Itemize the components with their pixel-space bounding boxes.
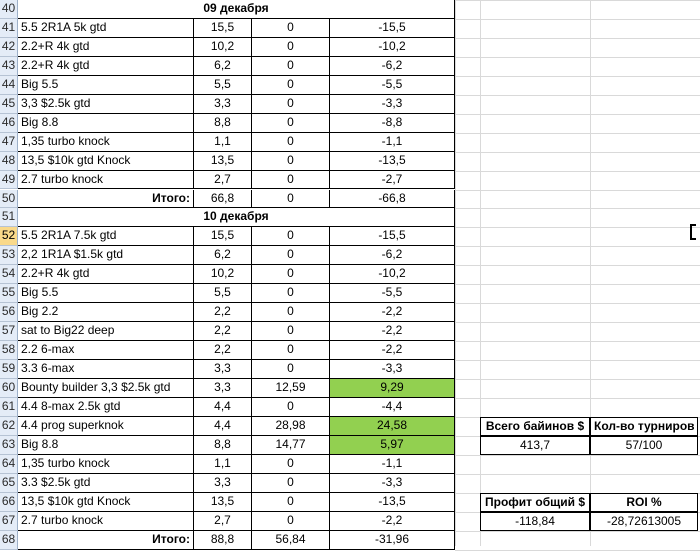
row-number[interactable]: 65 bbox=[0, 474, 18, 493]
tournament-name[interactable]: 2.7 turbo knock bbox=[18, 171, 194, 190]
buyin-cell[interactable]: 6,2 bbox=[194, 57, 252, 76]
tournament-name[interactable]: 2.2+R 4k gtd bbox=[18, 57, 194, 76]
row-number[interactable]: 45 bbox=[0, 95, 18, 114]
tournament-name[interactable]: Big 5.5 bbox=[18, 76, 194, 95]
profit-cell[interactable]: -2,2 bbox=[330, 322, 455, 341]
profit-cell[interactable]: -10,2 bbox=[330, 38, 455, 57]
tournament-name[interactable]: 4.4 8-max 2.5k gtd bbox=[18, 398, 194, 417]
winnings-cell[interactable]: 14,77 bbox=[252, 436, 330, 455]
roi-value[interactable]: -28,72613005 bbox=[590, 512, 698, 531]
buyin-cell[interactable]: 88,8 bbox=[194, 531, 252, 550]
row-number[interactable]: 57 bbox=[0, 322, 18, 341]
row-number[interactable]: 54 bbox=[0, 265, 18, 284]
winnings-cell[interactable]: 0 bbox=[252, 227, 330, 246]
profit-cell[interactable]: -2,7 bbox=[330, 171, 455, 190]
tournament-name[interactable]: 4.4 prog superknok bbox=[18, 417, 194, 436]
row-number[interactable]: 41 bbox=[0, 19, 18, 38]
profit-cell[interactable]: -13,5 bbox=[330, 493, 455, 512]
row-number[interactable]: 60 bbox=[0, 379, 18, 398]
winnings-cell[interactable]: 0 bbox=[252, 246, 330, 265]
roi-header: ROI % bbox=[590, 493, 698, 512]
row-number[interactable]: 62 bbox=[0, 417, 18, 436]
buyin-cell[interactable]: 2,2 bbox=[194, 341, 252, 360]
tournament-name[interactable]: 3.3 6-max bbox=[18, 360, 194, 379]
tournament-name[interactable]: 5.5 2R1A 7.5k gtd bbox=[18, 227, 194, 246]
winnings-cell[interactable]: 0 bbox=[252, 76, 330, 95]
winnings-cell[interactable]: 0 bbox=[252, 133, 330, 152]
row-number[interactable]: 48 bbox=[0, 152, 18, 171]
buyin-cell[interactable]: 8,8 bbox=[194, 436, 252, 455]
profit-cell[interactable]: -5,5 bbox=[330, 284, 455, 303]
winnings-cell[interactable]: 0 bbox=[252, 398, 330, 417]
row-number[interactable]: 42 bbox=[0, 38, 18, 57]
profit-cell[interactable]: -2,2 bbox=[330, 303, 455, 322]
tournament-name[interactable]: 2.2+R 4k gtd bbox=[18, 265, 194, 284]
total-label[interactable]: Итого: bbox=[18, 190, 194, 209]
buyin-cell[interactable]: 5,5 bbox=[194, 284, 252, 303]
row-number[interactable]: 44 bbox=[0, 76, 18, 95]
row-number[interactable]: 47 bbox=[0, 133, 18, 152]
buyin-cell[interactable]: 2,2 bbox=[194, 322, 252, 341]
total-profit-header: Профит общий $ bbox=[480, 493, 590, 512]
tournament-count-value[interactable]: 57/100 bbox=[590, 436, 698, 455]
tournament-name[interactable]: 1,35 turbo knock bbox=[18, 133, 194, 152]
buyin-cell[interactable]: 3,3 bbox=[194, 95, 252, 114]
row-number[interactable]: 40 bbox=[0, 0, 18, 19]
profit-cell[interactable]: -4,4 bbox=[330, 398, 455, 417]
buyin-cell[interactable]: 13,5 bbox=[194, 152, 252, 171]
winnings-cell[interactable]: 0 bbox=[252, 152, 330, 171]
row-number[interactable]: 51 bbox=[0, 208, 18, 227]
row-number[interactable]: 56 bbox=[0, 303, 18, 322]
winnings-cell[interactable]: 0 bbox=[252, 284, 330, 303]
tournament-name[interactable]: 13,5 $10k gtd Knock bbox=[18, 493, 194, 512]
tournament-count-header: Кол-во турниров bbox=[590, 417, 698, 436]
profit-cell[interactable]: -15,5 bbox=[330, 19, 455, 38]
profit-cell[interactable]: -3,3 bbox=[330, 95, 455, 114]
profit-cell[interactable]: -13,5 bbox=[330, 152, 455, 171]
profit-cell[interactable]: 5,97 bbox=[330, 436, 455, 455]
buyin-cell[interactable]: 10,2 bbox=[194, 38, 252, 57]
winnings-cell[interactable]: 0 bbox=[252, 19, 330, 38]
tournament-name[interactable]: 3,3 $2.5k gtd bbox=[18, 95, 194, 114]
profit-cell[interactable]: -5,5 bbox=[330, 76, 455, 95]
profit-cell[interactable]: -15,5 bbox=[330, 227, 455, 246]
row-number[interactable]: 66 bbox=[0, 493, 18, 512]
winnings-cell[interactable]: 0 bbox=[252, 265, 330, 284]
buyin-cell[interactable]: 5,5 bbox=[194, 76, 252, 95]
total-label[interactable]: Итого: bbox=[18, 531, 194, 550]
buyin-cell[interactable]: 6,2 bbox=[194, 246, 252, 265]
profit-cell[interactable]: -8,8 bbox=[330, 114, 455, 133]
profit-cell[interactable]: -2,2 bbox=[330, 512, 455, 531]
profit-cell[interactable]: -6,2 bbox=[330, 57, 455, 76]
row-number[interactable]: 67 bbox=[0, 512, 18, 531]
total-profit-value[interactable]: -118,84 bbox=[480, 512, 590, 531]
tournament-name[interactable]: 3.3 $2.5k gtd bbox=[18, 474, 194, 493]
winnings-cell[interactable]: 12,59 bbox=[252, 379, 330, 398]
row-number[interactable]: 50 bbox=[0, 190, 18, 209]
profit-cell[interactable]: -1,1 bbox=[330, 133, 455, 152]
buyin-cell[interactable]: 2,7 bbox=[194, 171, 252, 190]
winnings-cell[interactable]: 0 bbox=[252, 474, 330, 493]
row-number[interactable]: 63 bbox=[0, 436, 18, 455]
tournament-name[interactable]: Big 8.8 bbox=[18, 114, 194, 133]
row-number[interactable]: 68 bbox=[0, 531, 18, 550]
buyin-cell[interactable]: 1,1 bbox=[194, 455, 252, 474]
row-number[interactable]: 43 bbox=[0, 57, 18, 76]
winnings-cell[interactable]: 0 bbox=[252, 57, 330, 76]
row-number[interactable]: 55 bbox=[0, 284, 18, 303]
winnings-cell[interactable]: 0 bbox=[252, 455, 330, 474]
tournament-name[interactable]: 2.7 turbo knock bbox=[18, 512, 194, 531]
total-buyins-value[interactable]: 413,7 bbox=[480, 436, 590, 455]
buyin-cell[interactable]: 3,3 bbox=[194, 360, 252, 379]
profit-cell[interactable]: -10,2 bbox=[330, 265, 455, 284]
profit-cell[interactable]: 9,29 bbox=[330, 379, 455, 398]
buyin-cell[interactable]: 10,2 bbox=[194, 265, 252, 284]
buyin-cell[interactable]: 66,8 bbox=[194, 190, 252, 209]
winnings-cell[interactable]: 0 bbox=[252, 38, 330, 57]
tournament-name[interactable]: sat to Big22 deep bbox=[18, 322, 194, 341]
tournament-name[interactable]: 13,5 $10k gtd Knock bbox=[18, 152, 194, 171]
tournament-name[interactable]: Big 2.2 bbox=[18, 303, 194, 322]
buyin-cell[interactable]: 15,5 bbox=[194, 19, 252, 38]
tournament-name[interactable]: Big 5.5 bbox=[18, 284, 194, 303]
row-number[interactable]: 59 bbox=[0, 360, 18, 379]
buyin-cell[interactable]: 4,4 bbox=[194, 417, 252, 436]
text-cursor-icon bbox=[690, 224, 696, 240]
winnings-cell[interactable]: 0 bbox=[252, 493, 330, 512]
tournament-name[interactable]: 2.2 6-max bbox=[18, 341, 194, 360]
winnings-cell[interactable]: 0 bbox=[252, 190, 330, 209]
winnings-cell[interactable]: 56,84 bbox=[252, 531, 330, 550]
winnings-cell[interactable]: 0 bbox=[252, 341, 330, 360]
buyin-cell[interactable]: 2,2 bbox=[194, 303, 252, 322]
total-buyins-header: Всего байинов $ bbox=[480, 417, 590, 436]
winnings-cell[interactable]: 0 bbox=[252, 114, 330, 133]
buyin-cell[interactable]: 4,4 bbox=[194, 398, 252, 417]
row-number[interactable]: 46 bbox=[0, 114, 18, 133]
winnings-cell[interactable]: 0 bbox=[252, 303, 330, 322]
profit-cell[interactable]: -66,8 bbox=[330, 190, 455, 209]
buyin-cell[interactable]: 3,3 bbox=[194, 474, 252, 493]
row-number[interactable]: 49 bbox=[0, 171, 18, 190]
row-number[interactable]: 61 bbox=[0, 398, 18, 417]
date-header: 09 декабря bbox=[18, 0, 455, 19]
row-number[interactable]: 52 bbox=[0, 227, 18, 246]
profit-cell[interactable]: -2,2 bbox=[330, 341, 455, 360]
winnings-cell[interactable]: 0 bbox=[252, 360, 330, 379]
buyin-cell[interactable]: 2,7 bbox=[194, 512, 252, 531]
profit-cell[interactable]: -6,2 bbox=[330, 246, 455, 265]
winnings-cell[interactable]: 0 bbox=[252, 171, 330, 190]
buyin-cell[interactable]: 15,5 bbox=[194, 227, 252, 246]
buyin-cell[interactable]: 3,3 bbox=[194, 379, 252, 398]
buyin-cell[interactable]: 1,1 bbox=[194, 133, 252, 152]
tournament-name[interactable]: 2,2 1R1A $1.5k gtd bbox=[18, 246, 194, 265]
tournament-name[interactable]: 5.5 2R1A 5k gtd bbox=[18, 19, 194, 38]
winnings-cell[interactable]: 0 bbox=[252, 322, 330, 341]
winnings-cell[interactable]: 0 bbox=[252, 95, 330, 114]
profit-cell[interactable]: -3,3 bbox=[330, 360, 455, 379]
row-number[interactable]: 53 bbox=[0, 246, 18, 265]
row-number[interactable]: 58 bbox=[0, 341, 18, 360]
profit-cell[interactable]: -31,96 bbox=[330, 531, 455, 550]
buyin-cell[interactable]: 13,5 bbox=[194, 493, 252, 512]
date-header: 10 декабря bbox=[18, 208, 455, 227]
winnings-cell[interactable]: 28,98 bbox=[252, 417, 330, 436]
profit-cell[interactable]: 24,58 bbox=[330, 417, 455, 436]
tournament-name[interactable]: Bounty builder 3,3 $2.5k gtd bbox=[18, 379, 194, 398]
profit-cell[interactable]: -3,3 bbox=[330, 474, 455, 493]
row-number[interactable]: 64 bbox=[0, 455, 18, 474]
tournament-name[interactable]: 2.2+R 4k gtd bbox=[18, 38, 194, 57]
buyin-cell[interactable]: 8,8 bbox=[194, 114, 252, 133]
tournament-name[interactable]: 1,35 turbo knock bbox=[18, 455, 194, 474]
profit-cell[interactable]: -1,1 bbox=[330, 455, 455, 474]
winnings-cell[interactable]: 0 bbox=[252, 512, 330, 531]
tournament-name[interactable]: Big 8.8 bbox=[18, 436, 194, 455]
